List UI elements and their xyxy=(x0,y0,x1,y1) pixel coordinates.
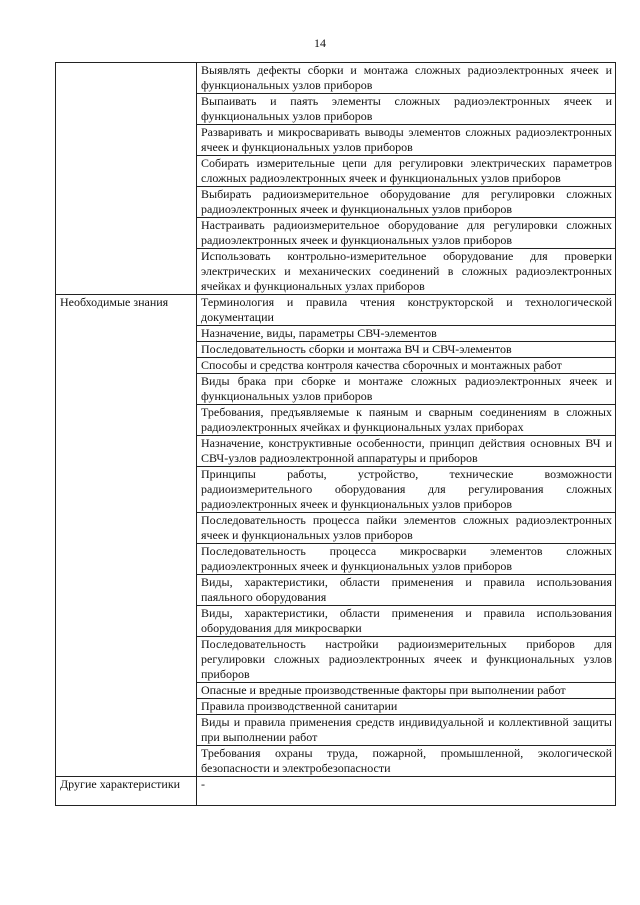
section-label xyxy=(56,63,197,295)
section-label: Необходимые знания xyxy=(56,295,197,777)
other-characteristics-value: - xyxy=(197,777,616,806)
requirement-item: Терминология и правила чтения конструкторской и технологической документации xyxy=(197,295,616,326)
requirement-item: Выбирать радиоизмерительное оборудование для регулировки сложных радиоэлектронных ячеек и функциональных узлов приборов xyxy=(197,187,616,218)
requirement-item: Настраивать радиоизмерительное оборудование для регулировки сложных радиоэлектронных ячеек и функциональных узлов приборов xyxy=(197,218,616,249)
requirement-item: Последовательность процесса микросварки элементов сложных радиоэлектронных ячеек и функциональных узлов приборов xyxy=(197,544,616,575)
requirement-item: Виды, характеристики, области применения и правила использования оборудования для микросварки xyxy=(197,606,616,637)
requirement-item: Собирать измерительные цепи для регулировки электрических параметров сложных радиоэлектронных ячеек и функциональных узлов приборов xyxy=(197,156,616,187)
requirement-item: Принципы работы, устройство, технические возможности радиоизмерительного оборудования для регулирования сложных радиоэлектронных ячеек и функциональных узлов приборов xyxy=(197,467,616,513)
requirement-item: Требования, предъявляемые к паяным и сварным соединениям в сложных радиоэлектронных ячейках и функциональных узлах приборах xyxy=(197,405,616,436)
requirement-item: Выпаивать и паять элементы сложных радиоэлектронных ячеек и функциональных узлов приборов xyxy=(197,94,616,125)
table-row xyxy=(56,295,616,326)
requirement-item: Опасные и вредные производственные факторы при выполнении работ xyxy=(197,683,616,699)
requirement-item: Использовать контрольно-измерительное оборудование для проверки электрических и механических соединений в сложных радиоэлектронных ячейках и функциональных узлах приборов xyxy=(197,249,616,295)
page-number: 14 xyxy=(314,36,326,50)
section-label: Другие характеристики xyxy=(56,777,197,806)
requirement-item: Выявлять дефекты сборки и монтажа сложных радиоэлектронных ячеек и функциональных узлов приборов xyxy=(197,63,616,94)
table-row xyxy=(56,63,616,94)
requirement-item: Последовательность процесса пайки элементов сложных радиоэлектронных ячеек и функциональных узлов приборов xyxy=(197,513,616,544)
requirement-item: Назначение, виды, параметры СВЧ-элементов xyxy=(197,326,616,342)
requirement-item: Последовательность сборки и монтажа ВЧ и СВЧ-элементов xyxy=(197,342,616,358)
requirement-item: Виды брака при сборке и монтаже сложных радиоэлектронных ячеек и функциональных узлов приборов xyxy=(197,374,616,405)
requirement-item: Виды, характеристики, области применения и правила использования паяльного оборудования xyxy=(197,575,616,606)
requirement-item: Требования охраны труда, пожарной, промышленной, экологической безопасности и электробезопасности xyxy=(197,746,616,777)
requirement-item: Способы и средства контроля качества сборочных и монтажных работ xyxy=(197,358,616,374)
requirement-item: Разваривать и микросваривать выводы элементов сложных радиоэлектронных ячеек и функциональных узлов приборов xyxy=(197,125,616,156)
requirement-item: Правила производственной санитарии xyxy=(197,699,616,715)
requirement-item: Виды и правила применения средств индивидуальной и коллективной защиты при выполнении работ xyxy=(197,715,616,746)
qualification-table xyxy=(55,62,616,806)
table-row xyxy=(56,777,616,806)
requirement-item: Назначение, конструктивные особенности, принцип действия основных ВЧ и СВЧ-узлов радиоэлектронной аппаратуры и приборов xyxy=(197,436,616,467)
requirement-item: Последовательность настройки радиоизмерительных приборов для регулировки сложных радиоэлектронных ячеек и функциональных узлов приборов xyxy=(197,637,616,683)
